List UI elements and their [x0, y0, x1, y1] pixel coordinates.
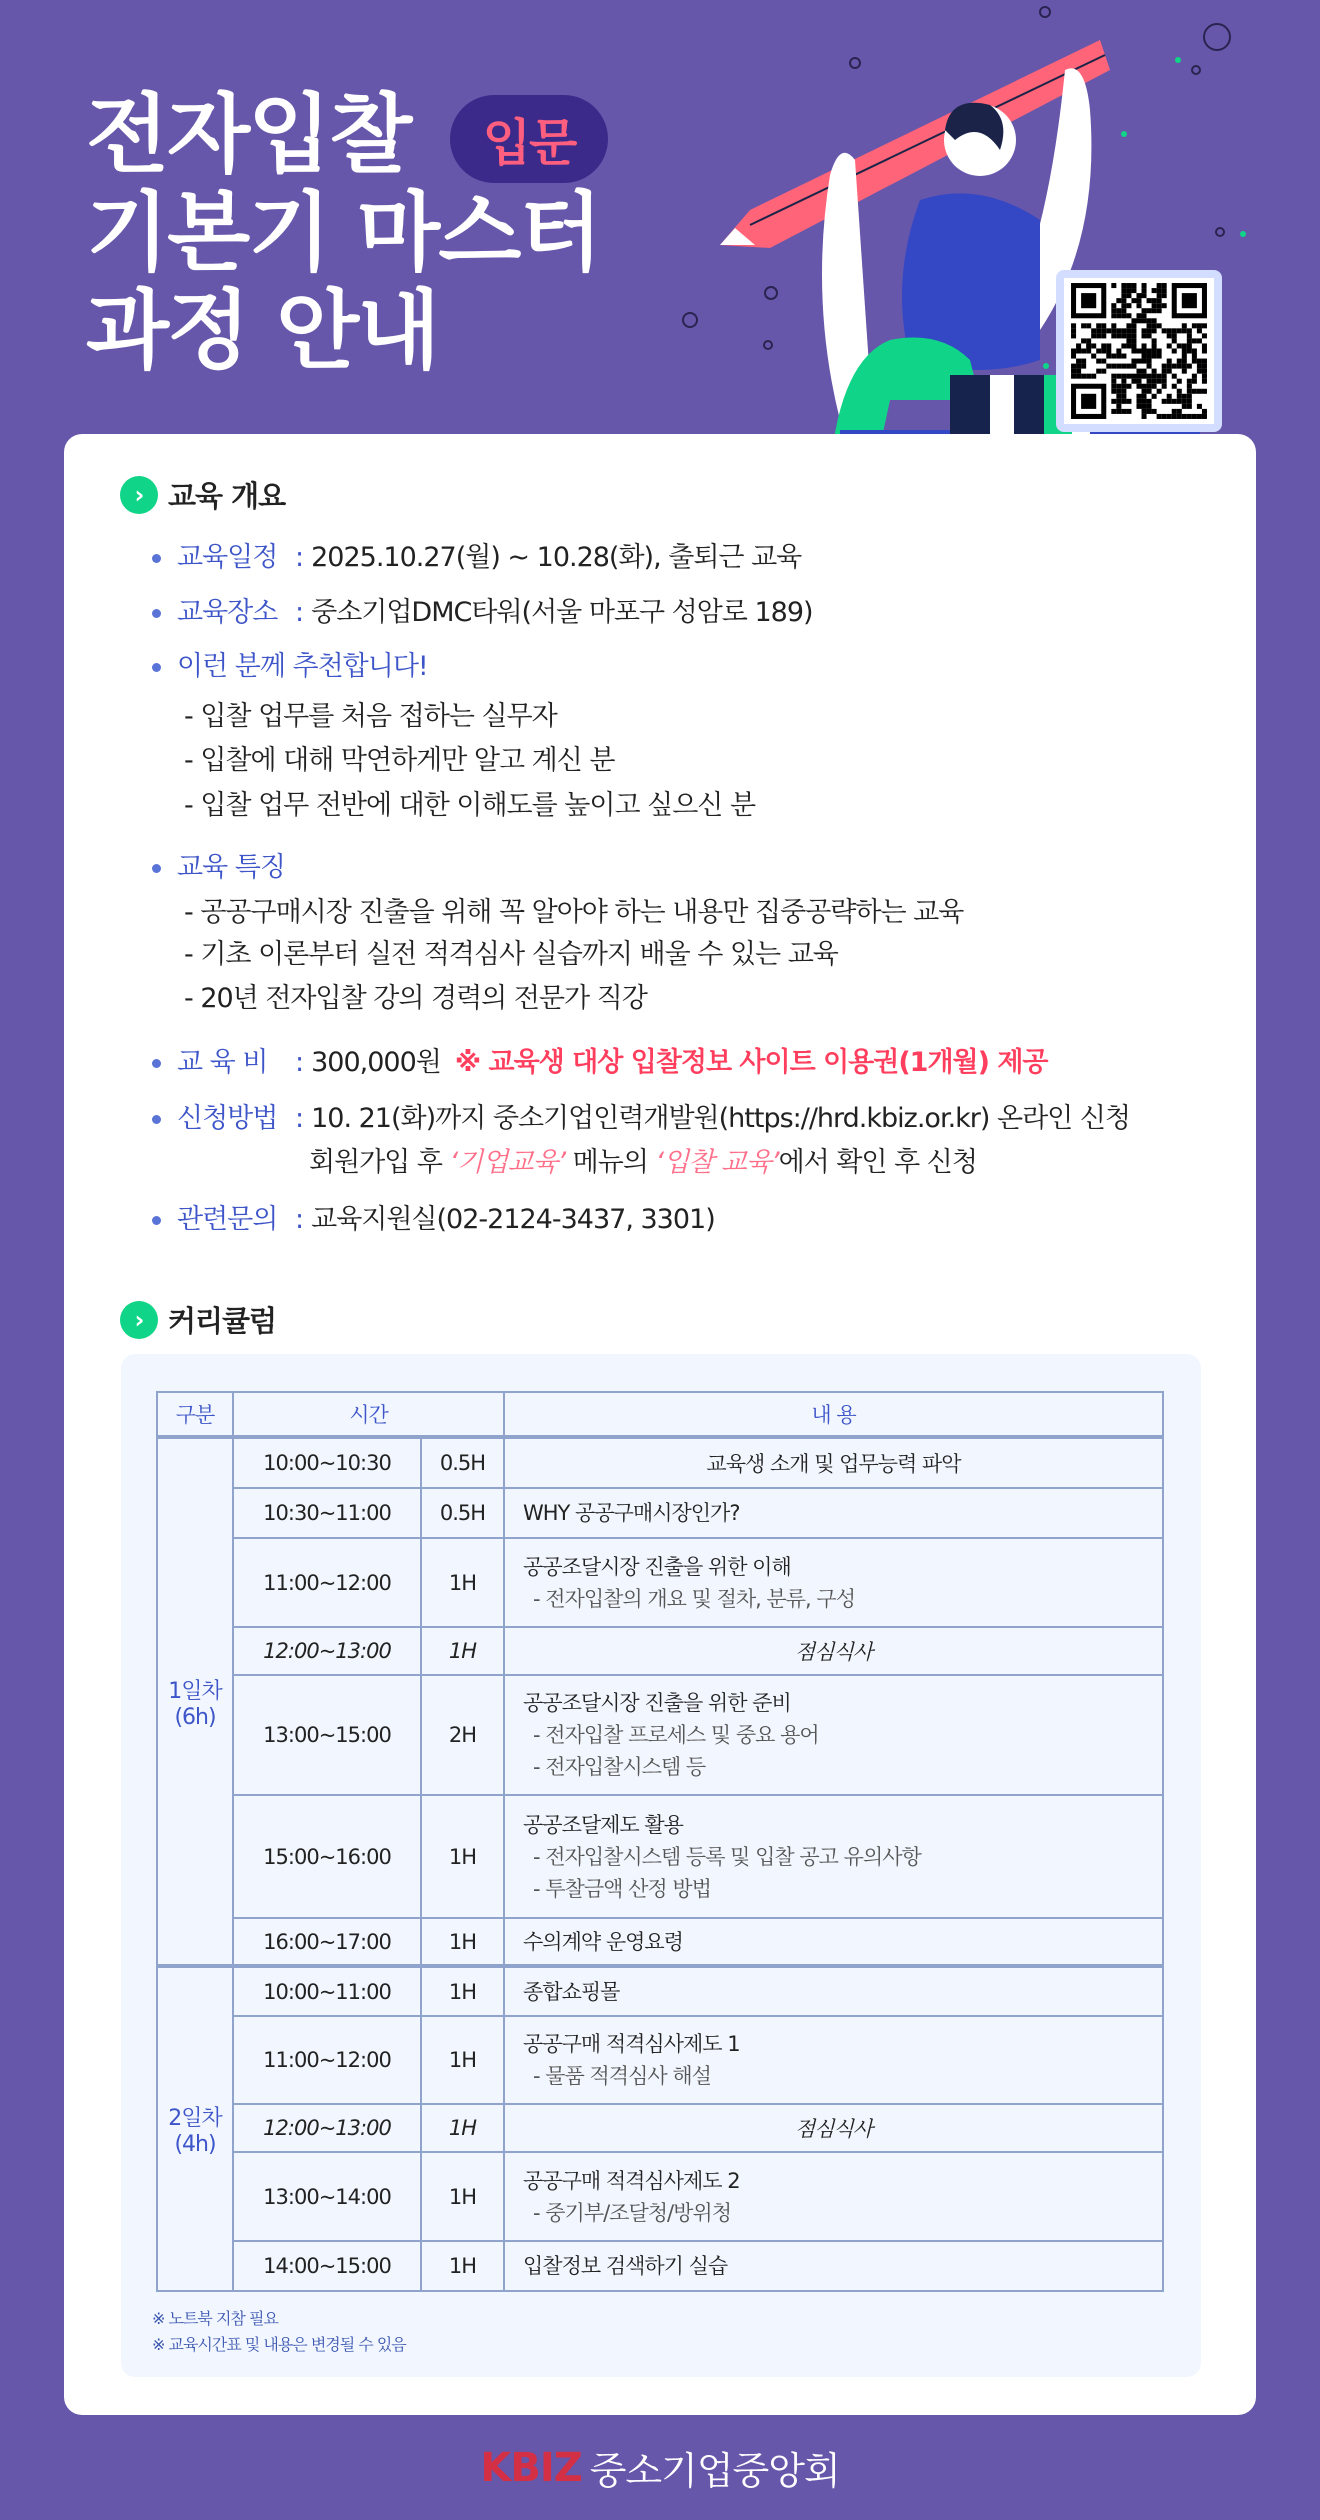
hours-cell: 1H: [421, 2016, 504, 2104]
content-cell: [504, 1795, 1163, 1918]
value: 10. 21(화)까지 중소기업인력개발원(https://hrd.kbiz.or.kr) 온라인 신청: [311, 1103, 1130, 1134]
level-badge: 입문: [450, 95, 608, 183]
bullet-icon: [152, 1115, 161, 1124]
content-title: 공공조달제도 활용: [523, 1812, 683, 1837]
content-title: 교육생 소개 및 업무능력 파악: [706, 1452, 961, 1476]
hours-cell: 1H: [421, 1627, 504, 1675]
time-cell: 11:00~12:00: [233, 2016, 421, 2104]
table-row: [157, 1918, 1163, 1966]
list-item: - 공공구매시장 진출을 위해 꼭 알아야 하는 내용만 집중공략하는 교육: [184, 897, 964, 928]
hours-cell: 1H: [421, 2241, 504, 2291]
content-cell: [504, 1437, 1163, 1488]
bullet-icon: [152, 1216, 161, 1225]
content-cell: [504, 2104, 1163, 2152]
chevron-right-icon: ›: [120, 1301, 158, 1339]
org-name: 중소기업중앙회: [589, 2449, 840, 2493]
apply-line-2: [309, 1146, 977, 1180]
content-cell: [504, 1918, 1163, 1966]
bullet-icon: [152, 554, 161, 563]
column-header: 내 용: [504, 1392, 1163, 1437]
bullet-icon: [152, 864, 161, 873]
hours-cell: 1H: [421, 2152, 504, 2241]
day-cell: [157, 1437, 233, 1966]
label: 교육일정: [177, 542, 278, 573]
text: 에서 확인 후 신청: [778, 1147, 977, 1178]
label: 교육 특징: [177, 852, 285, 883]
list-item: - 기초 이론부터 실전 적격심사 실습까지 배울 수 있는 교육: [184, 939, 838, 970]
column-header: 구분: [157, 1392, 233, 1437]
time-cell: 11:00~12:00: [233, 1538, 421, 1627]
value: 300,000원: [311, 1047, 441, 1078]
content-title: 수의계약 운영요령: [523, 1929, 683, 1954]
detail-item: - 전자입찰의 개요 및 절차, 분류, 구성: [533, 1586, 855, 1611]
content-title: 입찰정보 검색하기 실습: [523, 2254, 728, 2278]
day-label: 2일차: [168, 2106, 222, 2131]
table-row: [157, 1795, 1163, 1918]
hours-cell: 1H: [421, 2104, 504, 2152]
fee-row: 교 육 비 : 300,000원 ※ 교육생 대상 입찰정보 사이트 이용권(1개월) 제공: [152, 1046, 1048, 1080]
detail-item: - 중기부/조달청/방위청: [533, 2200, 731, 2225]
time-cell: 16:00~17:00: [233, 1918, 421, 1966]
content-title: 종합쇼핑몰: [523, 1979, 620, 2004]
features-row: [152, 851, 285, 885]
list-item: - 입찰에 대해 막연하게만 알고 계신 분: [184, 745, 615, 776]
table-row: [157, 1437, 1163, 1488]
table-row: [157, 1538, 1163, 1627]
table-row: [157, 1488, 1163, 1538]
time-cell: 13:00~15:00: [233, 1675, 421, 1795]
content-cell: [504, 1675, 1163, 1795]
text: 메뉴의: [565, 1147, 656, 1178]
dot-grid: [1110, 180, 1220, 182]
apply-row: 신청방법 : 10. 21(화)까지 중소기업인력개발원(https://hrd.kbiz.or.kr) 온라인 신청: [152, 1102, 1130, 1136]
note: ※ 노트북 지참 필요: [152, 2309, 278, 2328]
detail-item: - 전자입찰 프로세스 및 중요 용어: [533, 1723, 819, 1747]
footer-logo: [0, 2440, 1320, 2495]
content-cell: [504, 2016, 1163, 2104]
table-row: [157, 1675, 1163, 1795]
hours-cell: 1H: [421, 1795, 504, 1918]
table-row: [157, 2241, 1163, 2291]
value: 2025.10.27(월) ~ 10.28(화), 출퇴근 교육: [311, 542, 802, 573]
time-cell: 12:00~13:00: [233, 1627, 421, 1675]
table-row: [157, 1966, 1163, 2016]
table-row: [157, 2104, 1163, 2152]
content-title: 공공조달시장 진출을 위한 준비: [523, 1691, 791, 1715]
content-title: 공공조달시장 진출을 위한 이해: [523, 1554, 791, 1579]
section-overview-heading: [120, 474, 285, 515]
content-cell: [504, 1488, 1163, 1538]
schedule-row: 교육일정 : 2025.10.27(월) ~ 10.28(화), 출퇴근 교육: [152, 541, 801, 575]
label: 교육장소: [177, 597, 278, 628]
time-cell: 13:00~14:00: [233, 2152, 421, 2241]
time-cell: 10:00~10:30: [233, 1437, 421, 1488]
day-hours: (4h): [174, 2132, 216, 2157]
hours-cell: 1H: [421, 1966, 504, 2016]
time-cell: 12:00~13:00: [233, 2104, 421, 2152]
time-cell: 15:00~16:00: [233, 1795, 421, 1918]
content-cell: [504, 2241, 1163, 2291]
label: 신청방법: [177, 1103, 278, 1134]
menu-name: ‘입찰 교육’: [655, 1147, 779, 1178]
hero-illustration: [680, 0, 1320, 480]
label: 이런 분께 추천합니다!: [177, 651, 428, 682]
value: 교육지원실(02-2124-3437, 3301): [311, 1204, 715, 1235]
hours-cell: 1H: [421, 1918, 504, 1966]
content-title: 점심식사: [794, 1640, 873, 1664]
detail-item: - 물품 적격심사 해설: [533, 2064, 711, 2088]
menu-name: ‘기업교육’: [449, 1147, 566, 1178]
bullet-icon: [152, 663, 161, 672]
day-label: 1일차: [168, 1678, 222, 1704]
content-cell: [504, 1966, 1163, 2016]
time-cell: 10:30~11:00: [233, 1488, 421, 1538]
table-row: [157, 2016, 1163, 2104]
time-cell: 10:00~11:00: [233, 1966, 421, 2016]
content-cell: [504, 1538, 1163, 1627]
hours-cell: 0.5H: [421, 1437, 504, 1488]
chevron-right-icon: ›: [120, 476, 158, 514]
table-row: [157, 1627, 1163, 1675]
section-curriculum-heading: [120, 1299, 276, 1340]
note: ※ 교육시간표 및 내용은 변경될 수 있음: [152, 2335, 406, 2354]
hours-cell: 2H: [421, 1675, 504, 1795]
detail-item: - 전자입찰시스템 등: [533, 1755, 706, 1779]
column-header: 시간: [233, 1392, 504, 1437]
fee-note: ※ 교육생 대상 입찰정보 사이트 이용권(1개월) 제공: [454, 1047, 1048, 1078]
title-line: 과정 안내: [86, 281, 439, 381]
qr-code-image: [1064, 278, 1214, 424]
recommend-row: [152, 650, 428, 684]
content-title: WHY 공공구매시장인가?: [523, 1501, 740, 1525]
value: 중소기업DMC타워(서울 마포구 성암로 189): [311, 597, 813, 628]
content-cell: [504, 2152, 1163, 2241]
content-title: 공공구매 적격심사제도 1: [523, 2032, 740, 2056]
title-line: 전자입찰: [86, 85, 411, 185]
content-title: 점심식사: [794, 2117, 873, 2141]
content-cell: [504, 1627, 1163, 1675]
bullet-icon: [152, 609, 161, 618]
list-item: - 20년 전자입찰 강의 경력의 전문가 직강: [184, 983, 647, 1014]
content-title: 공공구매 적격심사제도 2: [523, 2168, 740, 2193]
hours-cell: 1H: [421, 1538, 504, 1627]
title-line: 기본기 마스터: [86, 183, 601, 283]
section-title: 교육 개요: [168, 479, 286, 513]
hours-cell: 0.5H: [421, 1488, 504, 1538]
text: 회원가입 후: [309, 1147, 450, 1178]
kbiz-logo: KBIZ: [480, 2444, 582, 2491]
day-hours: (6h): [174, 1704, 216, 1730]
table-row: [157, 2152, 1163, 2241]
list-item: - 입찰 업무 전반에 대한 이해도를 높이고 싶으신 분: [184, 790, 756, 821]
location-row: 교육장소 : 중소기업DMC타워(서울 마포구 성암로 189): [152, 596, 813, 630]
label: 관련문의: [177, 1204, 278, 1235]
detail-item: - 전자입찰시스템 등록 및 입찰 공고 유의사항: [533, 1844, 921, 1869]
label: 교 육 비: [177, 1047, 268, 1078]
time-cell: 14:00~15:00: [233, 2241, 421, 2291]
detail-item: - 투찰금액 산정 방법: [533, 1876, 711, 1901]
day-cell: [157, 1966, 233, 2291]
curriculum-table: [156, 1391, 1164, 2292]
list-item: - 입찰 업무를 처음 접하는 실무자: [184, 701, 557, 732]
section-title: 커리큘럼: [168, 1304, 277, 1338]
qr-code[interactable]: [1056, 270, 1222, 432]
bullet-icon: [152, 1059, 161, 1068]
contact-row: 관련문의 : 교육지원실(02-2124-3437, 3301): [152, 1203, 715, 1237]
